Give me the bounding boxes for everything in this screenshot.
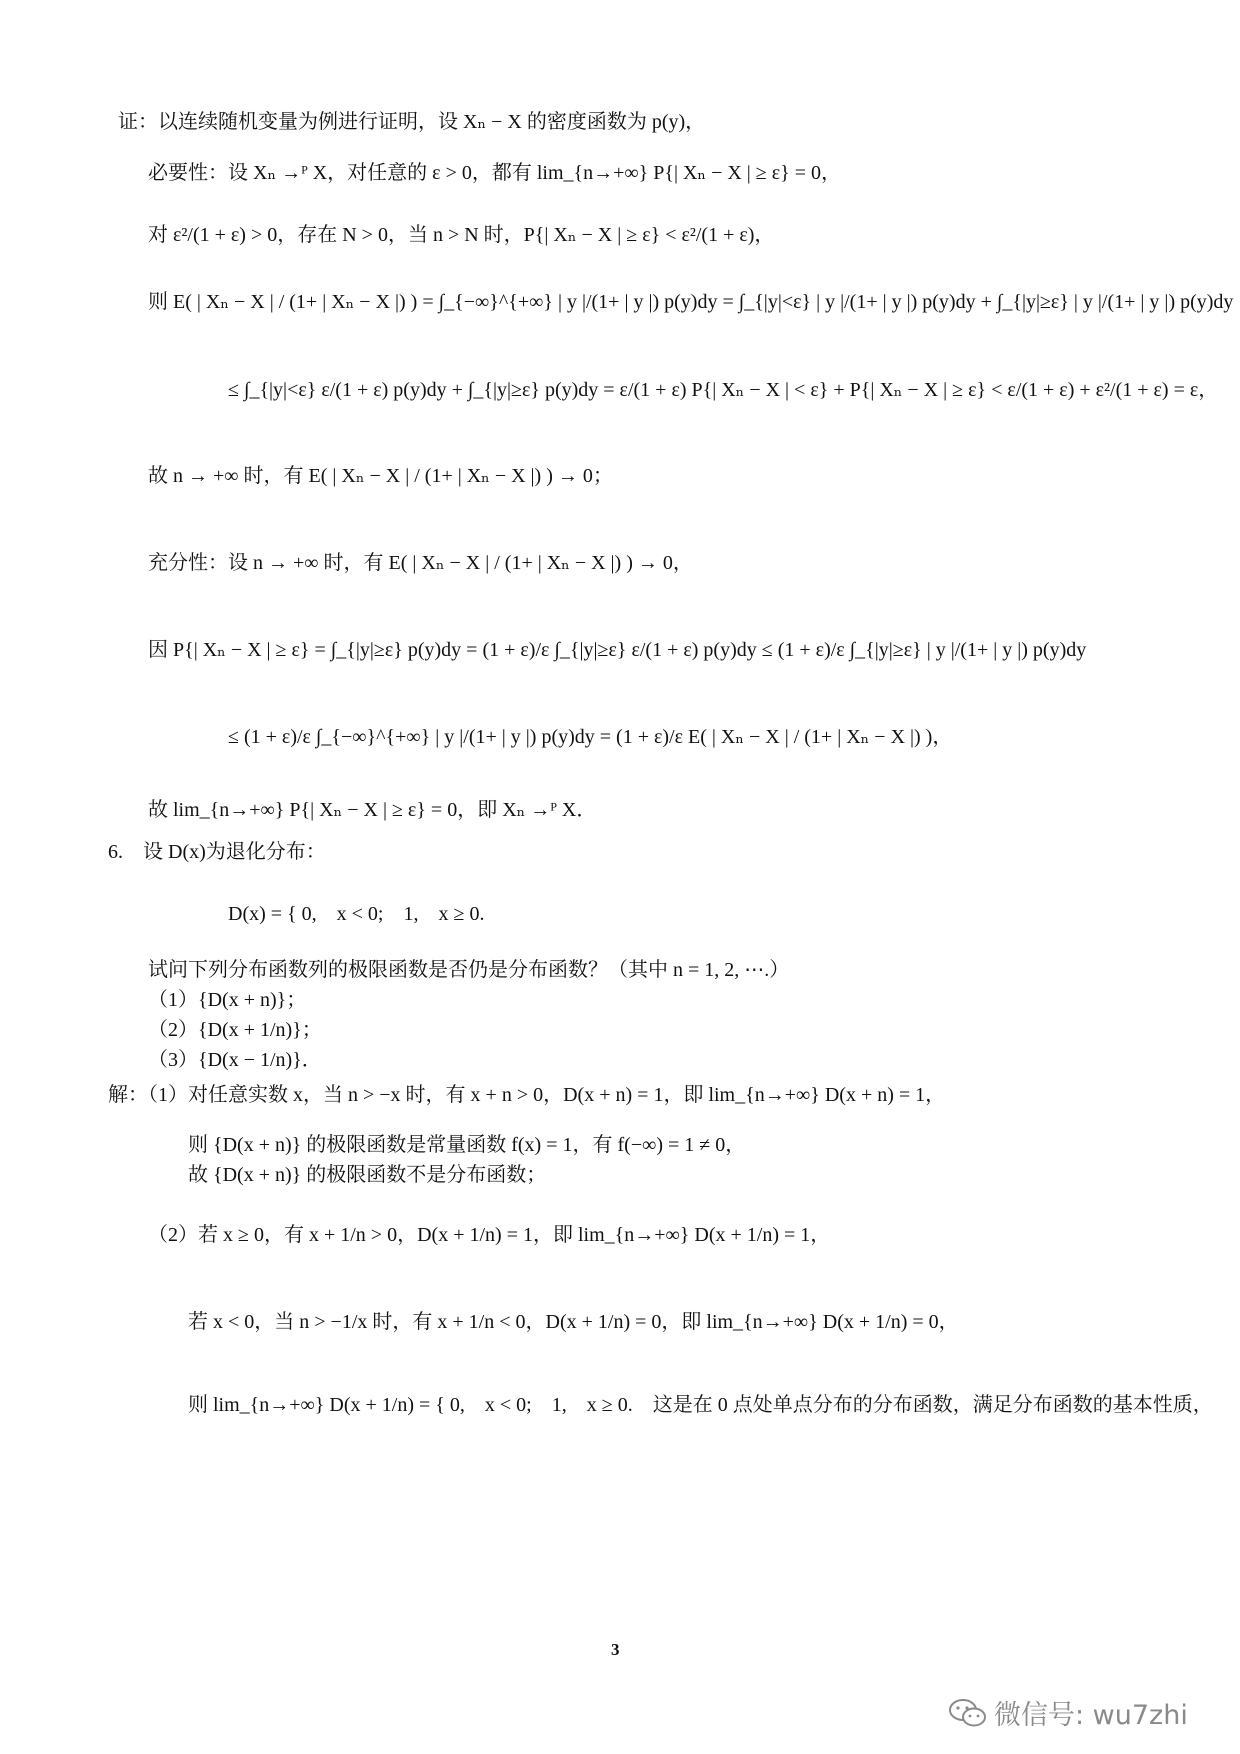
solution-part-2-case-negative: 若 x < 0，当 n > −1/x 时，有 x + 1/n < 0，D(x + 1/n) = 0，即 lim_{n→+∞} D(x + 1/n) = 0，	[188, 1311, 959, 1333]
solution-part-1-conclusion: 故 {D(x + n)} 的极限函数不是分布函数；	[188, 1164, 547, 1186]
solution-part-1: 解：（1）对任意实数 x，当 n > −x 时，有 x + n > 0，D(x + n) = 1，即 lim_{n→+∞} D(x + n) = 1，	[108, 1084, 946, 1106]
page-number: 3	[611, 1640, 620, 1659]
sufficiency-conclusion: 故 lim_{n→+∞} P{| Xₙ − X | ≥ ε} = 0，即 Xₙ →ᴾ X．	[148, 799, 597, 821]
sequence-2: （2）{D(x + 1/n)}；	[148, 1019, 322, 1041]
solution-part-2-conclusion: 则 lim_{n→+∞} D(x + 1/n) = { 0, x < 0; 1, x ≥ 0. 这是在 0 点处单点分布的分布函数，满足分布函数的基本性质，	[188, 1394, 1213, 1416]
necessity-conclusion: 故 n → +∞ 时，有 E( | Xₙ − X | / (1+ | Xₙ − X |) ) → 0；	[148, 465, 613, 487]
wechat-watermark	[948, 1693, 1188, 1732]
problem-6-question: 试问下列分布函数列的极限函数是否仍是分布函数？（其中 n = 1, 2, ⋯.）	[148, 959, 790, 981]
epsilon-choice: 对 ε²/(1 + ε) > 0，存在 N > 0，当 n > N 时，P{| Xₙ − X | ≥ ε} < ε²/(1 + ε)，	[148, 224, 775, 246]
proof-intro: 证：以连续随机变量为例进行证明，设 Xₙ − X 的密度函数为 p(y)，	[118, 111, 706, 133]
problem-6-heading: 6. 设 D(x)为退化分布：	[108, 841, 326, 863]
probability-bound: 因 P{| Xₙ − X | ≥ ε} = ∫_{|y|≥ε} p(y)dy = (1 + ε)/ε ∫_{|y|≥ε} ε/(1 + ε) p(y)dy ≤ (1 + ε)/ε ∫_{|y|≥ε} | y |/(1+ | y |) p(y)dy	[148, 639, 1087, 661]
wechat-icon	[948, 1697, 988, 1729]
solution-part-1-limit: 则 {D(x + n)} 的极限函数是常量函数 f(x) = 1，有 f(−∞) = 1 ≠ 0，	[188, 1134, 746, 1156]
solution-part-2-case-nonnegative: （2）若 x ≥ 0，有 x + 1/n > 0，D(x + 1/n) = 1，即 lim_{n→+∞} D(x + 1/n) = 1，	[148, 1224, 831, 1246]
watermark-text: 微信号: wu7zhi	[994, 1700, 1188, 1731]
sequence-1: （1）{D(x + n)}；	[148, 989, 307, 1011]
sufficiency-statement: 充分性：设 n → +∞ 时，有 E( | Xₙ − X | / (1+ | Xₙ − X |) ) → 0，	[148, 552, 693, 574]
probability-bound-continued: ≤ (1 + ε)/ε ∫_{−∞}^{+∞} | y |/(1+ | y |) p(y)dy = (1 + ε)/ε E( | Xₙ − X | / (1+ | Xₙ − X |) )，	[228, 726, 953, 748]
degenerate-distribution-definition: D(x) = { 0, x < 0; 1, x ≥ 0.	[228, 903, 485, 925]
necessity-statement: 必要性：设 Xₙ →ᴾ X，对任意的 ε > 0，都有 lim_{n→+∞} P{| Xₙ − X | ≥ ε} = 0，	[148, 162, 842, 184]
expectation-bound: ≤ ∫_{|y|<ε} ε/(1 + ε) p(y)dy + ∫_{|y|≥ε} p(y)dy = ε/(1 + ε) P{| Xₙ − X | < ε} + P{| Xₙ − X | ≥ ε} < ε/(1 + ε) + ε²/(1 + ε) = ε，	[228, 379, 1219, 401]
sequence-3: （3）{D(x − 1/n)}．	[148, 1049, 322, 1071]
expectation-split: 则 E( | Xₙ − X | / (1+ | Xₙ − X |) ) = ∫_{−∞}^{+∞} | y |/(1+ | y |) p(y)dy = ∫_{|y|<ε} | y |/(1+ | y |) p(y)dy + ∫_{|y|≥ε} | y |/(1+ | y |) p(y)dy	[148, 291, 1234, 313]
